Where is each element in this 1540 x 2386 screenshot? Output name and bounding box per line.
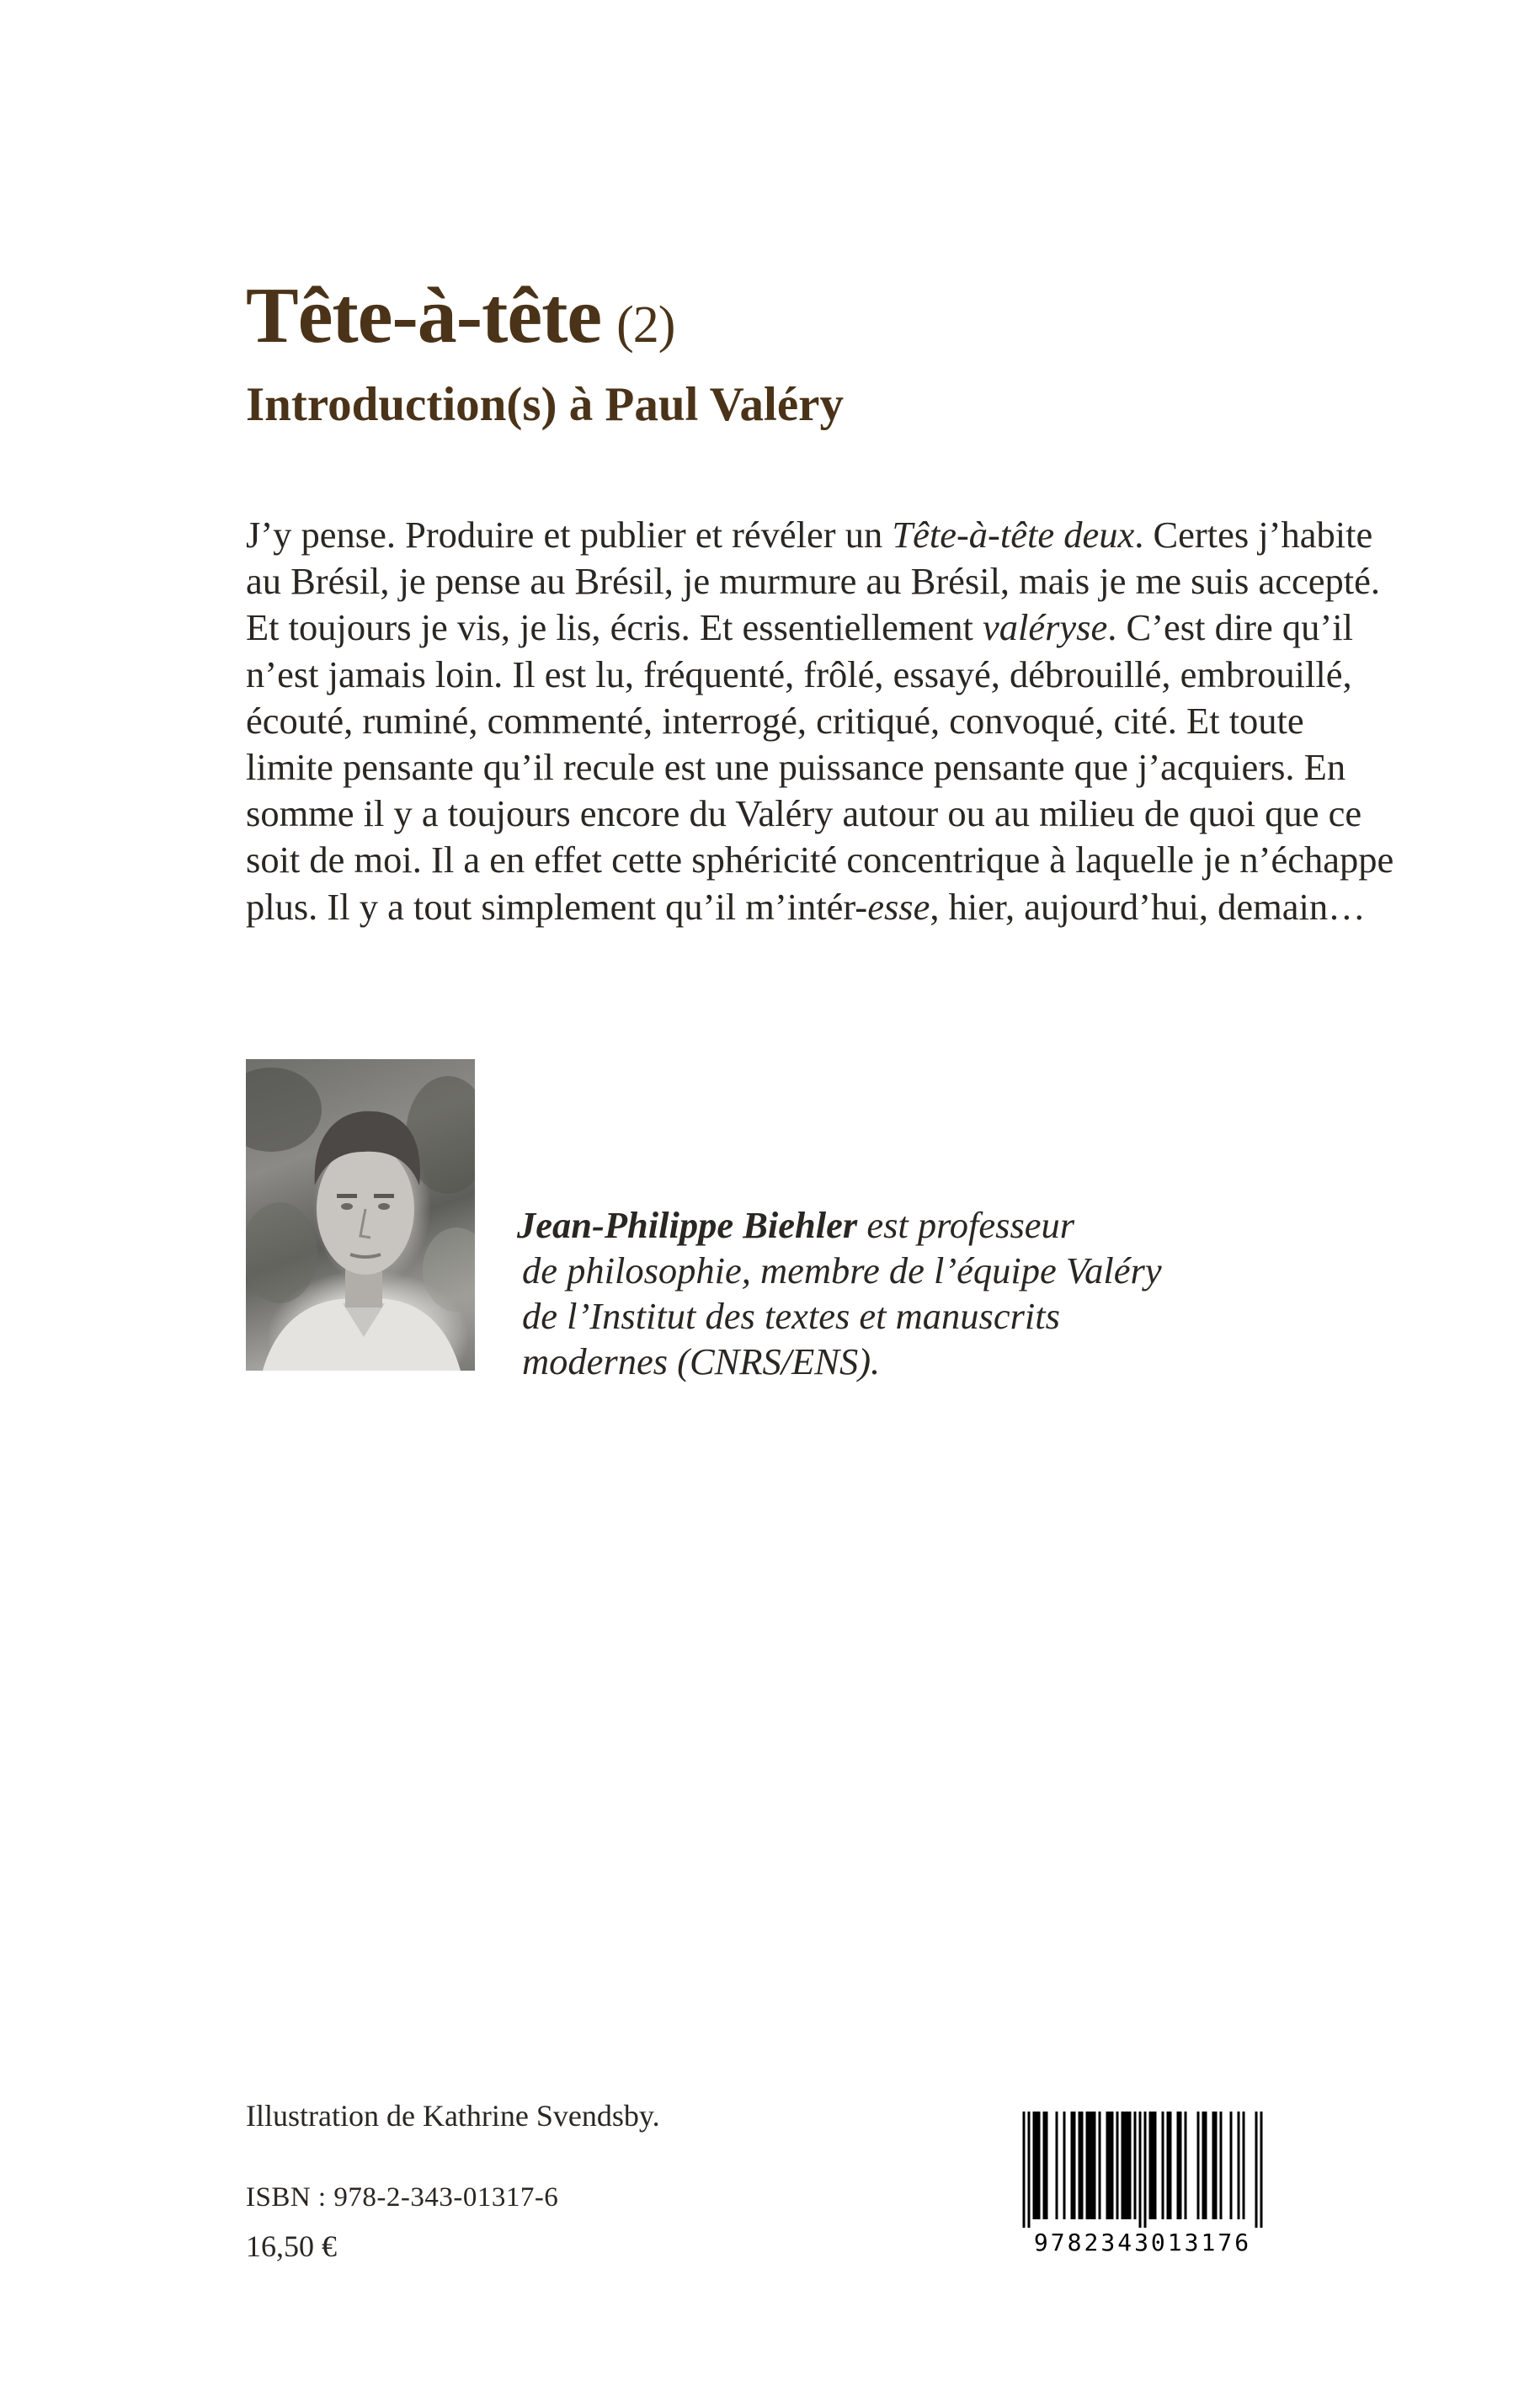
- barcode-bar: [1089, 2112, 1091, 2219]
- barcode-bar: [1106, 2112, 1109, 2219]
- blurb-segment: J’y pense. Produire et publier et révéler un: [246, 514, 893, 556]
- barcode-bar: [1028, 2112, 1031, 2228]
- barcode-bar: [1238, 2112, 1240, 2219]
- blurb-italic-segment: valéryse: [983, 606, 1108, 649]
- blurb-segment: . Certes j’habite: [1134, 514, 1373, 556]
- barcode-bar: [1023, 2112, 1026, 2228]
- price: 16,50 €: [246, 2229, 337, 2263]
- barcode-bar: [1134, 2112, 1137, 2219]
- barcode-bar: [1144, 2112, 1147, 2228]
- author-bio: [517, 1202, 1162, 1384]
- barcode-bar: [1079, 2112, 1081, 2219]
- barcode-bar: [1081, 2112, 1084, 2219]
- volume-number: (2): [616, 296, 675, 354]
- barcode-digits: 9782343013176: [1033, 2229, 1252, 2256]
- barcode-bar: [1127, 2112, 1129, 2219]
- book-subtitle: Introduction(s) à Paul Valéry: [246, 378, 844, 431]
- barcode-bar: [1094, 2112, 1096, 2219]
- barcode-bar: [1091, 2112, 1094, 2219]
- barcode-bar: [1033, 2112, 1036, 2219]
- isbn: ISBN : 978-2-343-01317-6: [246, 2182, 559, 2213]
- barcode-bar: [1243, 2112, 1245, 2219]
- barcode-bar: [1116, 2112, 1119, 2219]
- barcode-bar: [1129, 2112, 1132, 2219]
- author-photo: [246, 1059, 475, 1371]
- barcode-bar: [1162, 2112, 1164, 2219]
- bio-line: modernes (CNRS/ENS).: [522, 1340, 881, 1382]
- barcode-bar: [1038, 2112, 1041, 2219]
- blurb-italic-segment: Tête-à-tête deux: [892, 514, 1135, 556]
- bio-segment: est professeur: [857, 1204, 1075, 1246]
- barcode-bar: [1086, 2112, 1089, 2219]
- barcode-bar: [1036, 2112, 1038, 2219]
- blurb-text: [246, 512, 1394, 930]
- barcode-bar: [1202, 2112, 1205, 2219]
- barcode-bar: [1260, 2112, 1263, 2228]
- blurb-segment: . C’est dire qu’il: [1107, 606, 1353, 649]
- barcode-bar: [1139, 2112, 1142, 2228]
- blurb-line: écouté, ruminé, commenté, interrogé, critiqué, convoqué, cité. Et toute: [246, 699, 1304, 742]
- barcode-bar: [1212, 2112, 1215, 2219]
- blurb-line: n’est jamais loin. Il est lu, fréquenté, frôlé, essayé, débrouillé, embrouillé,: [246, 652, 1352, 695]
- barcode-bar: [1063, 2112, 1066, 2219]
- barcode-bars: [1014, 2112, 1271, 2228]
- barcode-bar: [1124, 2112, 1127, 2219]
- blurb-line: somme il y a toujours encore du Valéry autour ou au milieu de quoi que ce: [246, 792, 1362, 835]
- barcode-bar: [1197, 2112, 1200, 2219]
- barcode-bar: [1185, 2112, 1187, 2219]
- blurb-italic-segment: esse: [867, 885, 930, 928]
- blurb-segment: plus. Il y a tout simplement qu’il m’intér-: [246, 885, 868, 928]
- book-title-text: Tête-à-tête: [246, 272, 602, 359]
- barcode-bar: [1180, 2112, 1182, 2219]
- barcode-bar: [1152, 2112, 1154, 2219]
- barcode-bar: [1230, 2112, 1233, 2219]
- blurb-segment: Et toujours je vis, je lis, écris. Et essentiellement: [246, 606, 983, 649]
- barcode-bar: [1056, 2112, 1058, 2219]
- barcode-bar: [1043, 2112, 1046, 2219]
- barcode-bar: [1255, 2112, 1258, 2228]
- barcode-bar: [1177, 2112, 1180, 2219]
- barcode-bar: [1074, 2112, 1076, 2219]
- blurb-line: au Brésil, je pense au Brésil, je murmure au Brésil, mais je me suis accepté.: [246, 560, 1380, 603]
- bio-line: [517, 1202, 1157, 1248]
- barcode: [1014, 2112, 1271, 2255]
- barcode-bar: [1215, 2112, 1218, 2219]
- blurb-line: limite pensante qu’il recule est une puissance pensante que j’acquiers. En: [246, 746, 1346, 789]
- barcode-bar: [1071, 2112, 1074, 2219]
- barcode-bar: [1149, 2112, 1152, 2219]
- barcode-bar: [1046, 2112, 1048, 2219]
- barcode-bar: [1111, 2112, 1114, 2219]
- barcode-bar: [1220, 2112, 1223, 2219]
- blurb-segment: , hier, aujourd’hui, demain…: [930, 885, 1366, 928]
- bio-line: de philosophie, membre de l’équipe Valéry: [522, 1249, 1162, 1292]
- barcode-bar: [1109, 2112, 1111, 2219]
- bio-line: de l’Institut des textes et manuscrits: [522, 1295, 1060, 1337]
- blurb-line: soit de moi. Il a en effet cette sphéricité concentrique à laquelle je n’échappe: [246, 839, 1394, 881]
- blurb-line: [246, 512, 1373, 558]
- book-title: [246, 272, 675, 359]
- barcode-bar: [1170, 2112, 1172, 2219]
- blurb-line: [246, 884, 1366, 930]
- blurb-line: [246, 604, 1353, 651]
- author-portrait-image: [246, 1059, 475, 1371]
- barcode-bar: [1205, 2112, 1207, 2219]
- barcode-bar: [1167, 2112, 1170, 2219]
- illustration-credit: Illustration de Kathrine Svendsby.: [246, 2099, 660, 2133]
- barcode-bar: [1099, 2112, 1101, 2219]
- author-name: Jean-Philippe Biehler: [517, 1204, 858, 1246]
- barcode-bar: [1122, 2112, 1124, 2219]
- barcode-bar: [1154, 2112, 1157, 2219]
